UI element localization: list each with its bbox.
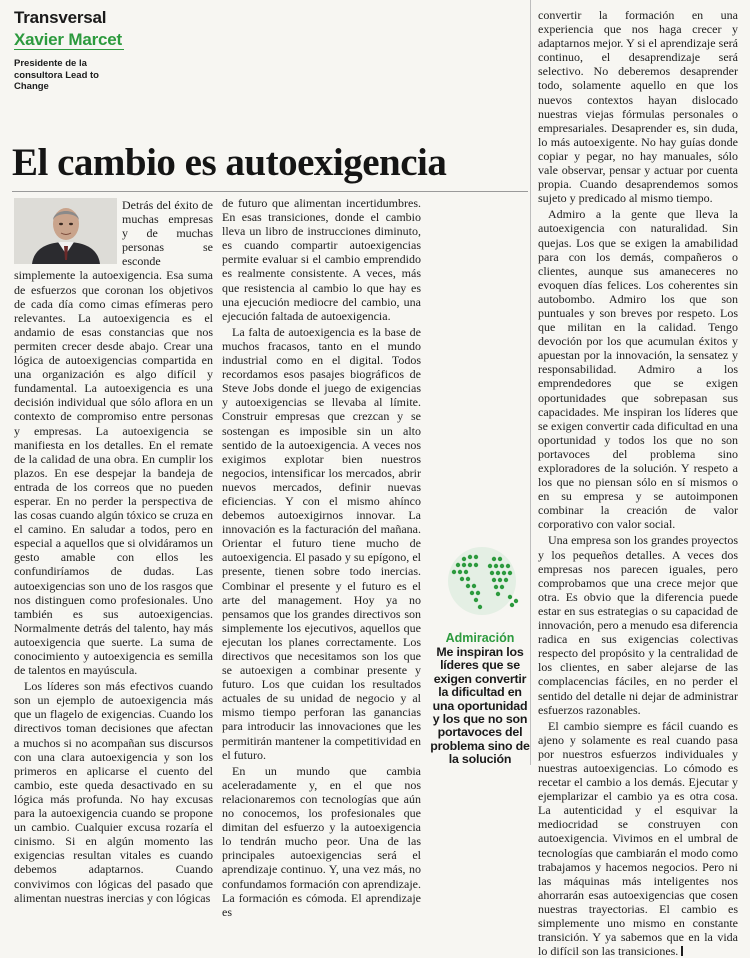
author-name: Xavier Marcet	[14, 30, 122, 49]
article-header	[14, 8, 534, 128]
headline: El cambio es autoexigencia	[12, 141, 447, 184]
globe-dots-icon	[434, 545, 530, 617]
paragraph: En un mundo que cambia aceleradamente y, en el que nos relacionaremos con tecnologías que aún no conocemos, los profesionales que dimitan del esfuerzo y la autoexigencia lo tendrán mucho peor. Una de las principales autoexigencias será el aprendizaje continuo. Y, una vez más, no confundamos formación con aprendizaje. La formación es cómoda. El aprendizaje es	[222, 763, 421, 919]
paragraph: Detrás del éxito de muchas empresas y de muchas personas se esconde simplemente la autoexigencia. Esa suma de esfuerzos que coronan los objetivos de cada día como cimas efímeras pero relevantes. La autoexigencia es el andamio de esas constancias que nos permiten crecer desde abajo. Crear una lógica de autoexigencias compartida en una organización es algo difícil y fundamental. La autoexigencia es una decisión individual que sólo aflora en un contexto de compromiso entre personas y empresas. La autoexigencia se manifiesta en los detalles. En el remate de la calidad de una obra. En cumplir los plazos. En ese despejar la bandeja de entrada de los correos que no pueden esperar. En no perder la perspectiva de las cosas cuando algún tóxico se cruza en el camino. En saludar a todos, pero en especial a aquellos que si olvidáramos un gesto amable con ellos les confundiríamos de dudas. Las autoexigencias son uno de los rasgos que nos distinguen como profesionales. Uno también es sus autoexigencias. Normalmente detrás del talento, hay más autoexigencia que suerte. La suma de conocimiento y autoexigencia es semilla de talentos en mayúscula.	[14, 198, 213, 678]
article-column-1	[14, 198, 213, 905]
author-role: Presidente de la consultora Lead to Change	[14, 58, 99, 92]
article-column-2	[222, 196, 421, 919]
paragraph-last	[538, 719, 738, 958]
pull-quote-kicker: Admiración	[445, 631, 515, 645]
paragraph: La falta de autoexigencia es la base de muchos fracasos, tanto en el mundo industrial como en el digital. Todos recordamos esos pasajes biográficos de Steve Jobs donde el juego de exigencias y autoexigencias se llevaba al límite. Construir empresas que crezcan y se sostengan es imposible sin un alto sentido de la autoexigencia. A veces nos exigimos explotar bien nuestros negocios, intensificar los mercados, abrir nuevos mercados, definir nuevas eficiencias. Y con el mismo ahínco debemos autoexigirnos innovar. La innovación es la facturación del mañana. Orientar el futuro tiene mucho de autoexigencia. El pasado y su epígono, el presente, tienen sobre todo inercias. Combinar el presente y el futuro es el arte del management. Hoy ya no pensamos que los grandes directivos son simplemente los ejecutivos, aquellos que ejecutan los planes correctamente. Los directivos que necesitamos son los que se autoexigen a combinar presente y futuro. Los que cuidan los resultados actuales de su unidad de negocio y al mismo tiempo perforan las ganancias para introducir las innovaciones que les permitirán mantener la competitividad en el futuro.	[222, 324, 421, 762]
paragraph: El cambio siempre es fácil cuando es ajeno y solamente es real cuando pasa por nuestros esfuerzos individuales y nuestras autoexigencias. Lo cómodo es recetar el cambio a los demás. Ejecutar y ejemplarizar el cambio ya es otra cosa. La autenticidad y el esquivar la mediocridad se construyen con autoexigencia. Vivimos en el umbral de tecnologías que cambiarán el modo como trabajamos y hacemos negocios. Pero ni las máquinas más inteligentes nos ahorrarán esas autoexigencias que cosen nuestras trayectorias. El cambio es simplemente uno mismo en constante transición. Y ya sabemos que en la vida lo difícil son las transiciones.	[538, 718, 738, 958]
paragraph: convertir la formación en una experiencia que nos haga crecer y adaptarnos mejor. Y si el aprendizaje será continuo, el desaprendizaje será selectivo. No deberemos desaprender todo, solamente aquello en que los nuevos contextos hayan dislocado nuestras viejas fórmulas personales o empresariales. Desaprender es, sin duda, lo más autoexigente. No hay guías donde copiar y pegar, no hay manuales, sólo vale observar, pensar y actuar por cuenta propia. Cuando desaprendemos somos sujeto y predicado al mismo tiempo.	[538, 8, 738, 206]
paragraph: Admiro a la gente que lleva la autoexigencia con naturalidad. Sin quejas. Los que se exigen la amabilidad para con los demás, compañeros o clientes, aunque sus amaneceres no evoquen días felices. Los coherentes sin autobombo. Admiro los que son puntuales y son breves por respeto. Los que militan en la calidad. Tengo devoción por los que acumulan éxitos y apuestan por la innovación, la sensatez y responsabilidad. Admiro a los emprendedores que se exigen oportunidades que sobrepasan sus capacidades. Me inspiran los líderes que se exigen convertir cada dificultad en una oportunidad y todos los que no son portavoces del problema sino exploradores de la solución. Y respeto a los que no piensan sólo en sí mismos o en su empresa y se autoimponen combinar la creación de valor corporativo con valor social.	[538, 207, 738, 532]
header-rule	[14, 49, 124, 50]
pull-quote-box	[428, 545, 532, 767]
pull-quote-text: Me inspiran los líderes que se exigen convertir la dificultad en una oportunidad y los que no son portavoces del problema sino de la solución	[430, 645, 530, 767]
author-portrait-icon	[14, 198, 117, 264]
section-label: Transversal	[14, 8, 107, 27]
paragraph: Los líderes son más efectivos cuando son un ejemplo de autoexigencia más que un flagelo de exigencias. Cuando los directivos toman decisiones que afectan a muchos si no acompañan sus discursos con una clara autoexigencia y son los primeros en aplicarse el cuento del cambio, este queda desactivado en su lógica más profunda. No hay excusas para la autoexigencia cuando se propone un cambio. Cualquier excusa rozaría el cinismo. Si en algún momento las exigencias resultan vitales es cuando debemos adaptarnos. Cuando convivimos con lógicas del pasado que alimentan nuestras inercias y con lógicas	[14, 679, 213, 905]
headline-rule	[12, 191, 528, 192]
paragraph: de futuro que alimentan incertidumbres. En esas transiciones, donde el cambio lleva un libro de instrucciones diminuto, es cuando compartir autoexigencias permite evaluar si el cambio emprendido es realmente consistente. A veces, más que resistencia al cambio lo que hay es una ejecución mediocre del cambio, una ejecución faltada de autoexigencia.	[222, 196, 421, 323]
end-mark	[681, 946, 683, 956]
article-column-3	[538, 8, 738, 958]
paragraph: Una empresa son los grandes proyectos y los pequeños detalles. A veces dos empresas nos parecen iguales, pero comprobamos que una crece mejor que otra. Es obvio que la diferencia puede estar en sus estrategias o su capacidad de innovación, pero a menudo esa diferencia radica en sus exigencias colectivas respecto del propósito y la centralidad de los clientes, en saber alejarse de las complacencias fáciles, en no perder el sentido del detalle ni dejar de administrar esfuerzos razonables.	[538, 533, 738, 717]
